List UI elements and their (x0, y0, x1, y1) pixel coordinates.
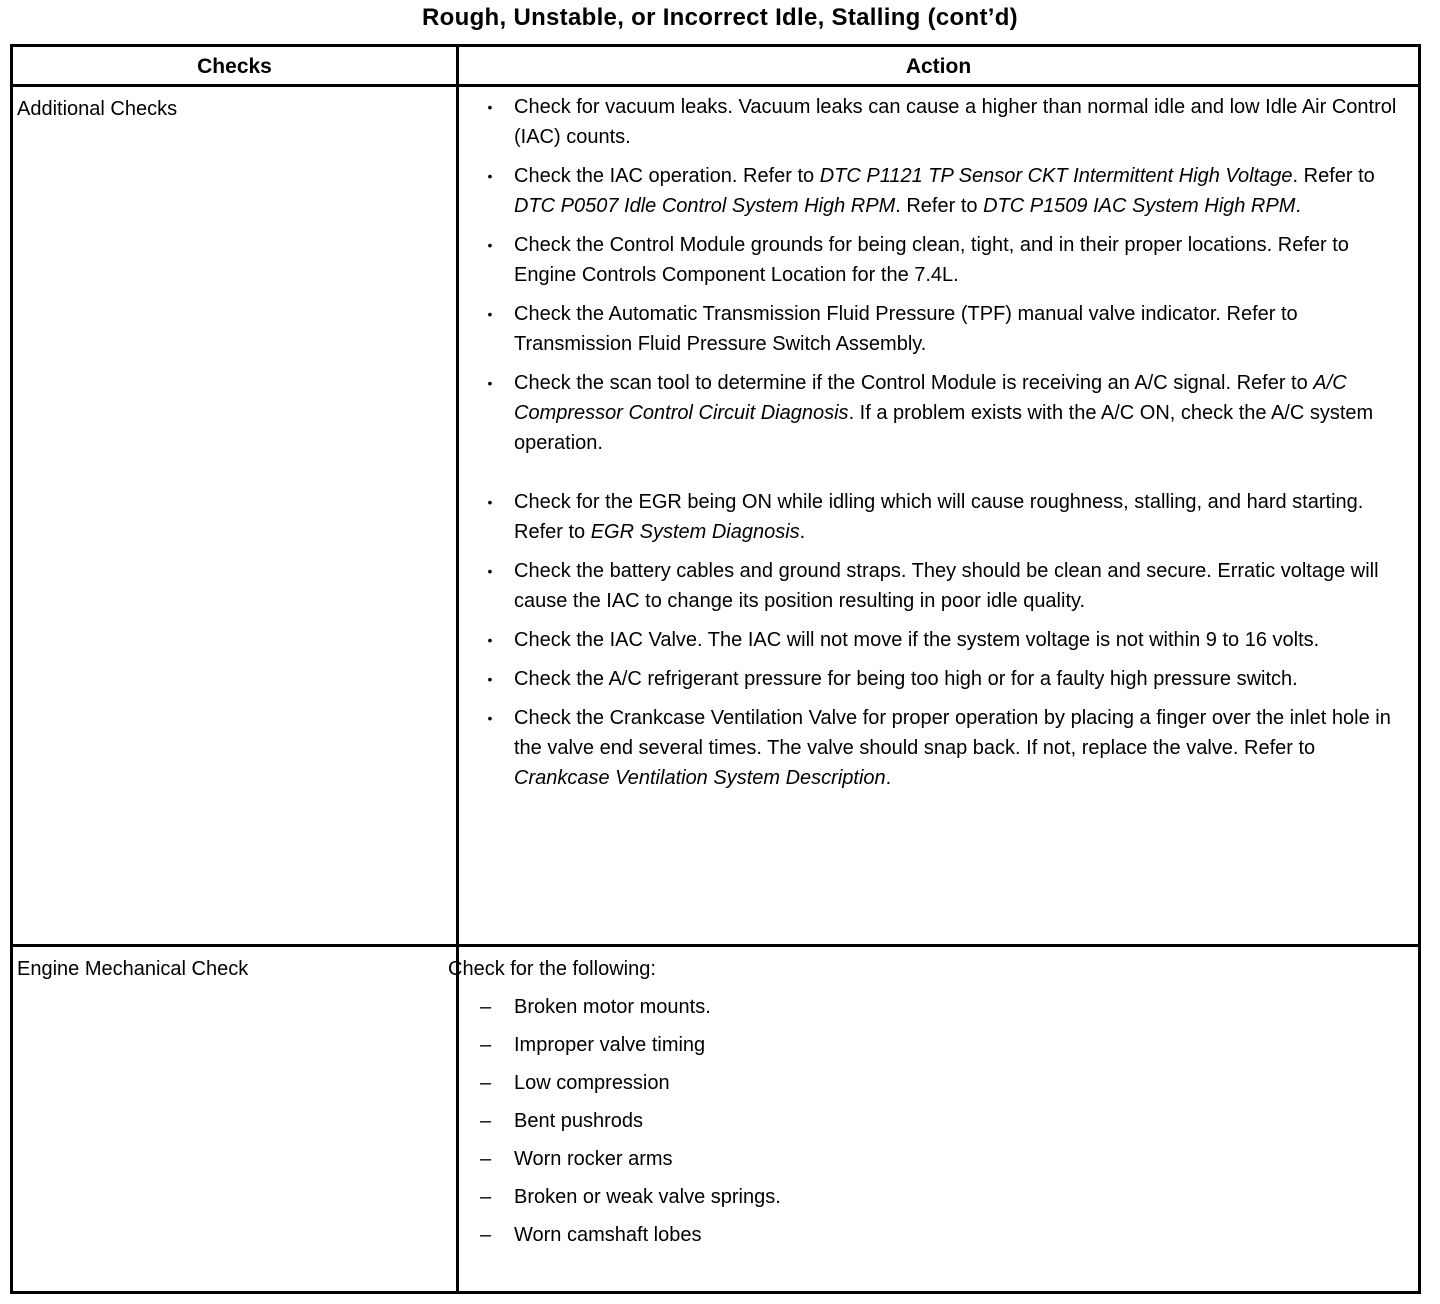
check-item-text: Broken or weak valve springs. (514, 1186, 781, 1208)
engine-check-intro: Check for the following: (448, 958, 656, 980)
reference-text: EGR System Diagnosis (590, 521, 800, 543)
action-text: . If a problem exists with the A/C ON, check the A/C system operation. (514, 402, 1374, 454)
bullet-icon: • (487, 306, 493, 322)
action-text: Check the Crankcase Ventilation Valve for proper operation by placing a finger over the inlet hole in the valve end several times. The valve should snap back. If not, replace the valve. Refer to (514, 707, 1391, 759)
dash-icon: – (480, 1072, 492, 1094)
list-item (470, 1068, 1370, 1106)
bullet-icon: • (487, 99, 493, 115)
reference-text: A/C Compressor Control Circuit Diagnosis (514, 372, 1347, 424)
dash-icon: – (480, 996, 492, 1018)
page-title: Rough, Unstable, or Incorrect Idle, Stalling (cont’d) (422, 4, 1018, 31)
check-item-text: Broken motor mounts. (514, 996, 711, 1018)
action-text: Check the A/C refrigerant pressure for being too high or for a faulty high pressure switch. (514, 668, 1298, 690)
additional-checks-label: Additional Checks (17, 98, 178, 120)
list-item (470, 556, 1410, 616)
header-divider (13, 84, 1418, 87)
list-item (470, 664, 1410, 694)
bullet-icon: • (487, 237, 493, 253)
bullet-icon: • (487, 671, 493, 687)
action-text: . Refer to (895, 195, 984, 217)
list-item (470, 1030, 1370, 1068)
bullet-icon: • (487, 563, 493, 579)
list-item (470, 1182, 1370, 1220)
list-item (470, 703, 1410, 793)
bullet-icon: • (487, 168, 493, 184)
list-item (470, 1144, 1370, 1182)
header-action: Action (905, 55, 972, 78)
reference-text: DTC P0507 Idle Control System High RPM (514, 195, 896, 217)
list-item (470, 1106, 1370, 1144)
dash-icon: – (480, 1034, 492, 1056)
engine-mechanical-label: Engine Mechanical Check (17, 958, 249, 980)
list-item (470, 1220, 1370, 1258)
list-item (470, 992, 1370, 1030)
reference-text: DTC P1121 TP Sensor CKT Intermittent High Voltage (819, 165, 1293, 187)
action-text: . (799, 521, 806, 543)
action-text: Check for the EGR being ON while idling which will cause roughness, stalling, and hard starting. Refer to (514, 491, 1364, 543)
list-item (470, 487, 1410, 547)
engine-check-list (470, 992, 1370, 1258)
list-item (470, 368, 1410, 458)
column-divider (456, 47, 459, 1291)
bullet-icon: • (487, 632, 493, 648)
check-item-text: Bent pushrods (514, 1110, 643, 1132)
action-text: Check the IAC operation. Refer to (514, 165, 820, 187)
action-text: Check the IAC Valve. The IAC will not move if the system voltage is not within 9 to 16 volts. (514, 629, 1320, 651)
action-text: . Refer to (1292, 165, 1375, 187)
action-text: Check the battery cables and ground straps. They should be clean and secure. Erratic voltage will cause the IAC to change its position resulting in poor idle quality. (514, 560, 1379, 612)
bullet-icon: • (487, 494, 493, 510)
row-divider (13, 944, 1418, 947)
check-item-text: Low compression (514, 1072, 670, 1094)
check-item-text: Worn rocker arms (514, 1148, 673, 1170)
bullet-icon: • (487, 375, 493, 391)
reference-text: Crankcase Ventilation System Description (514, 767, 886, 789)
dash-icon: – (480, 1186, 492, 1208)
action-text: . (1295, 195, 1301, 217)
reference-text: DTC P1509 IAC System High RPM (983, 195, 1296, 217)
dash-icon: – (480, 1224, 492, 1246)
action-text: Check the scan tool to determine if the Control Module is receiving an A/C signal. Refer to (514, 372, 1314, 394)
action-text: Check the Control Module grounds for being clean, tight, and in their proper locations. Refer to Engine Controls Component Location for the 7.4L. (514, 234, 1349, 286)
action-text: Check the Automatic Transmission Fluid Pressure (TPF) manual valve indicator. Refer to Transmission Fluid Pressure Switch Assembly. (514, 303, 1298, 355)
check-item-text: Improper valve timing (514, 1034, 706, 1056)
action-text: Check for vacuum leaks. Vacuum leaks can cause a higher than normal idle and low Idle Air Control (IAC) counts. (514, 96, 1397, 148)
check-item-text: Worn camshaft lobes (514, 1224, 702, 1246)
action-text: . (885, 767, 892, 789)
additional-checks-list (470, 92, 1410, 802)
list-item (470, 299, 1410, 359)
list-item (470, 92, 1410, 152)
dash-icon: – (480, 1110, 492, 1132)
header-checks: Checks (197, 55, 272, 78)
dash-icon: – (480, 1148, 492, 1170)
list-item (470, 625, 1410, 655)
list-item (470, 230, 1410, 290)
bullet-icon: • (487, 710, 493, 726)
list-item (470, 161, 1410, 221)
